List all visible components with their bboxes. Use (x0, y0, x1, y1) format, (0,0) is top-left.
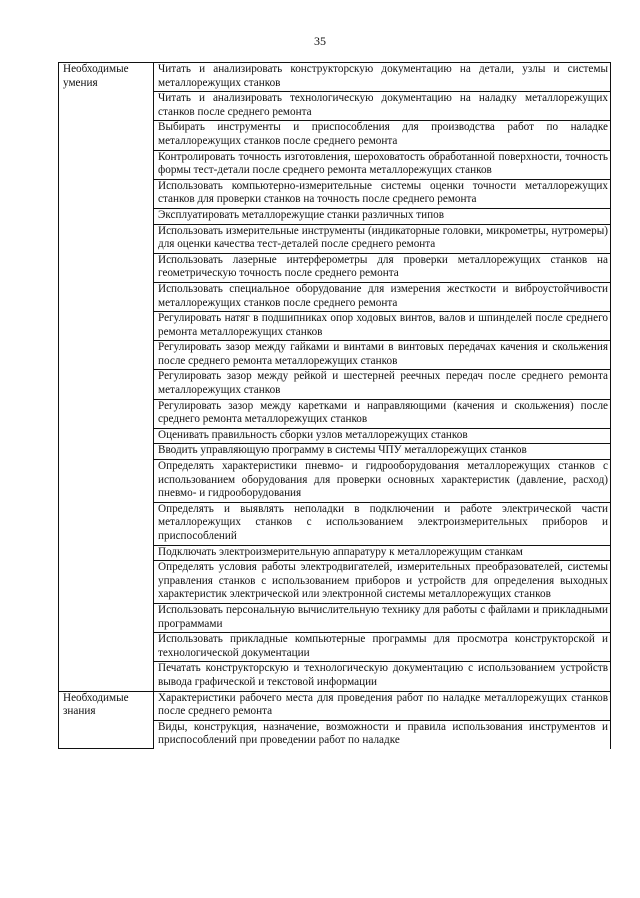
requirement-item: Читать и анализировать технологическую документацию на наладку металлорежущих станков после среднего ремонта (154, 92, 611, 121)
requirement-item: Подключать электроизмерительную аппаратуру к металлорежущим станкам (154, 545, 611, 561)
requirement-item: Регулировать натяг в подшипниках опор ходовых винтов, валов и шпинделей после среднего ремонта металлорежущих станков (154, 312, 611, 341)
requirements-table (58, 62, 611, 749)
requirement-item: Использовать измерительные инструменты (индикаторные головки, микрометры, нутромеры) для оценки качества тест-деталей после среднего ремонта (154, 224, 611, 253)
requirement-item: Использовать персональную вычислительную технику для работы с файлами и прикладными программами (154, 603, 611, 632)
requirement-item: Виды, конструкция, назначение, возможности и правила использования инструментов и приспособлений при проведении работ по наладке (154, 720, 611, 749)
requirement-item: Вводить управляющую программу в системы ЧПУ металлорежущих станков (154, 444, 611, 460)
requirement-item: Использовать лазерные интерферометры для проверки металлорежущих станков на геометрическую точность после среднего ремонта (154, 253, 611, 282)
requirement-item: Регулировать зазор между каретками и направляющими (качения и скольжения) после среднего ремонта металлорежущих станков (154, 399, 611, 428)
requirement-item: Использовать прикладные компьютерные программы для просмотра конструкторской и технологической документации (154, 633, 611, 662)
requirement-item: Регулировать зазор между рейкой и шестерней реечных передач после среднего ремонта металлорежущих станков (154, 370, 611, 399)
requirement-item: Печатать конструкторскую и технологическую документацию с использованием устройств вывода графической и текстовой информации (154, 662, 611, 691)
requirement-item: Эксплуатировать металлорежущие станки различных типов (154, 208, 611, 224)
requirement-item: Выбирать инструменты и приспособления для производства работ по наладке металлорежущих станков после среднего ремонта (154, 121, 611, 150)
section-title: Необходимые знания (59, 691, 154, 749)
page-number: 35 (314, 34, 326, 48)
requirement-item: Контролировать точность изготовления, шероховатость обработанной поверхности, точность формы тест-детали после среднего ремонта металлорежущих станков (154, 150, 611, 179)
section-title: Необходимые умения (59, 63, 154, 692)
requirement-item: Оценивать правильность сборки узлов металлорежущих станков (154, 428, 611, 444)
table-row (59, 63, 611, 92)
requirement-item: Регулировать зазор между гайками и винтами в винтовых передачах качения и скольжения после среднего ремонта металлорежущих станков (154, 341, 611, 370)
requirement-item: Определять условия работы электродвигателей, измерительных преобразователей, системы управления станков с использованием приборов и устройств для определения выходных характеристик электрической или электронной системы металлорежущих станков (154, 561, 611, 604)
requirement-item: Использовать специальное оборудование для измерения жесткости и виброустойчивости металлорежущих станков после среднего ремонта (154, 282, 611, 311)
requirement-item: Характеристики рабочего места для проведения работ по наладке металлорежущих станков после среднего ремонта (154, 691, 611, 720)
requirement-item: Использовать компьютерно-измерительные системы оценки точности металлорежущих станков для проверки станков на точность после среднего ремонта (154, 179, 611, 208)
table-row (59, 691, 611, 720)
requirement-item: Определять и выявлять неполадки в подключении и работе электрической части металлорежущих станков с использованием электроизмерительных приборов и приспособлений (154, 502, 611, 545)
requirement-item: Определять характеристики пневмо- и гидрооборудования металлорежущих станков с использованием оборудования для проверки основных характеристик (давление, расход) пневмо- и гидрооборудования (154, 460, 611, 503)
requirement-item: Читать и анализировать конструкторскую документацию на детали, узлы и системы металлорежущих станков (154, 63, 611, 92)
